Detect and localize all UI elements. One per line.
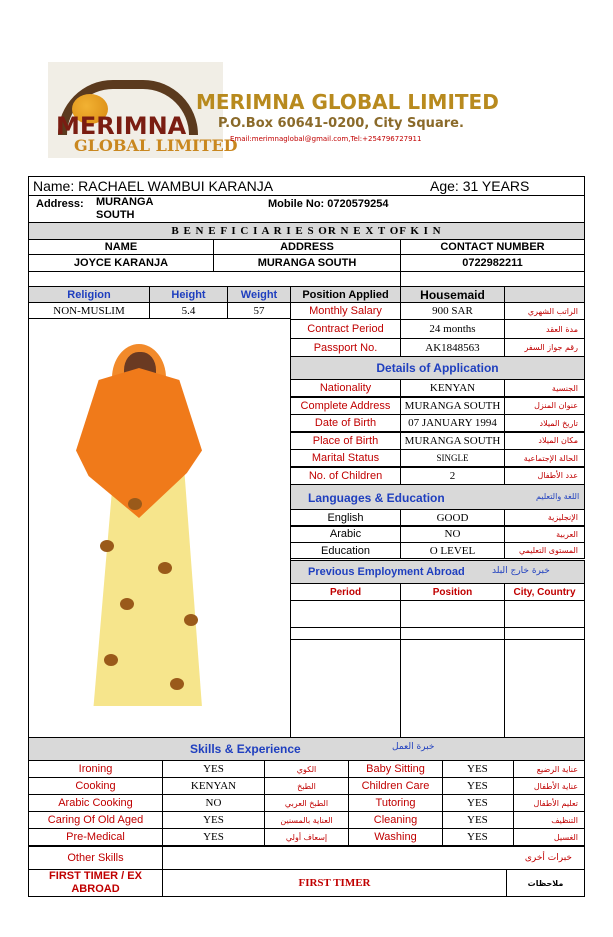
candidate-address [96,196,153,222]
skill-ar: الغسيل [513,828,585,846]
skill-value: YES [442,777,514,795]
dress-spot [104,654,118,666]
language-row-ar: المستوى التعليمي [504,542,585,559]
languages-heading: Languages & Education [308,491,445,505]
address-line-2: SOUTH [96,209,135,221]
mobile-label: Mobile No: [268,198,325,210]
position-row-label: Passport No. [290,338,401,357]
skill-ar: العناية بالمسنين [264,811,349,829]
skill-ar: الطبخ [264,777,349,795]
first-timer-ar-cell [506,869,585,897]
address-line-1: MURANGA [96,196,154,208]
kin-header-address: ADDRESS [213,239,401,255]
employment-heading-ar: خبرة خارج البلد [492,566,550,576]
employment-cell [400,600,505,628]
application-row-value: KENYAN [400,379,505,397]
employment-cell [290,600,401,628]
skill-ar: التنظيف [513,811,585,829]
position-empty [504,286,585,303]
language-row-value: O LEVEL [400,542,505,559]
age-label: Age: [430,178,459,194]
skill-value: YES [442,794,514,812]
skill-value: YES [162,811,265,829]
candidate-name: RACHAEL WAMBUI KARANJA [78,178,274,194]
skill-label: Tutoring [348,794,443,812]
application-row-ar: مكان الميلاد [504,432,585,450]
other-skills-ar: خبرات أخرى [524,853,572,863]
skill-value: YES [442,828,514,846]
skill-label: Baby Sitting [348,760,443,778]
language-row-value: NO [400,526,505,543]
kin-empty-right [400,271,585,287]
dress-spot [184,614,198,626]
skill-label: Arabic Cooking [28,794,163,812]
company-name: MERIMNA GLOBAL LIMITED [196,90,499,114]
employment-cell [400,639,505,738]
application-row-label: Marital Status [290,449,401,467]
candidate-age: 31 YEARS [462,178,530,194]
language-row-ar: العربية [504,526,585,543]
first-timer-label: FIRST TIMER / EX ABROAD [28,869,163,897]
skill-label: Pre-Medical [28,828,163,846]
language-row-label: English [290,509,401,526]
skill-value: YES [162,828,265,846]
application-row-label: No. of Children [290,467,401,485]
header-height: Height [149,286,228,303]
kin-name: JOYCE KARANJA [28,254,214,272]
header-weight: Weight [227,286,291,303]
position-row-ar: رقم جواز السفر [504,338,585,357]
skill-label: Ironing [28,760,163,778]
employment-cell [504,600,585,628]
skill-ar: تعليم الأطفال [513,794,585,812]
dress-spot [170,678,184,690]
application-row-value: 07 JANUARY 1994 [400,414,505,432]
application-row-value: SINGLE [400,449,505,467]
position-value: Housemaid [400,286,505,303]
position-row-value: 900 SAR [400,302,505,320]
skill-ar: عناية الأطفال [513,777,585,795]
languages-heading-ar: اللغة والتعليم [536,492,580,501]
kin-empty-left [28,271,401,287]
kin-address: MURANGA SOUTH [213,254,401,272]
kin-contact: 0722982211 [400,254,585,272]
position-row-value: AK1848563 [400,338,505,357]
application-row-ar: الجنسية [504,379,585,397]
company-contact: Email:merimnaglobal@gmail.com,Tel:+254796727911 [230,135,422,143]
first-timer-value: FIRST TIMER [162,869,507,897]
logo-word-global: GLOBAL LIMITED [74,136,238,155]
skill-value: KENYAN [162,777,265,795]
skill-ar: عناية الرضيع [513,760,585,778]
position-row-ar: مدة العقد [504,319,585,339]
dress-spot [158,562,172,574]
skills-heading-ar: خبرة العمل [392,742,435,752]
dress-spot [128,498,142,510]
employment-header-city: City, Country [504,583,585,601]
application-row-ar: تاريخ الميلاد [504,414,585,432]
weight-value: 57 [227,302,291,319]
skill-label: Children Care [348,777,443,795]
skill-label: Cleaning [348,811,443,829]
position-row-label: Monthly Salary [290,302,401,320]
language-row-label: Education [290,542,401,559]
language-row-value: GOOD [400,509,505,526]
kin-header-name: NAME [28,239,214,255]
application-row-ar: عنوان المنزل [504,397,585,415]
skill-value: YES [442,760,514,778]
first-timer-ar: ملاحظات [527,878,564,888]
application-heading: Details of Application [290,356,585,380]
skill-ar: الكوي [264,760,349,778]
employment-cell [290,639,401,738]
application-row-label: Nationality [290,379,401,397]
language-row-label: Arabic [290,526,401,543]
application-row-label: Complete Address [290,397,401,415]
religion-value: NON-MUSLIM [28,302,150,319]
skill-label: Cooking [28,777,163,795]
kin-heading: B E N E F I C I A R I E S OR N E X T OF K I N [28,222,585,240]
application-row-value: 2 [400,467,505,485]
skill-ar: إسعاف أولي [264,828,349,846]
mobile-field [268,198,388,210]
header-position: Position Applied [290,286,401,303]
other-skills-value [162,846,585,870]
dress-spot [100,540,114,552]
skill-label: Washing [348,828,443,846]
address-label: Address: [36,198,84,210]
skill-value: NO [162,794,265,812]
position-row-label: Contract Period [290,319,401,339]
skill-value: YES [442,811,514,829]
skill-value: YES [162,760,265,778]
age-field [430,178,529,194]
position-row-value: 24 months [400,319,505,339]
logo-word-merimna: MERIMNA [56,112,187,140]
height-value: 5.4 [149,302,228,319]
dress-spot [120,598,134,610]
employment-cell [504,639,585,738]
position-row-ar: الراتب الشهري [504,302,585,320]
name-label: Name: [33,178,75,194]
skills-heading: Skills & Experience [190,742,301,756]
candidate-mobile: 0720579254 [327,198,389,210]
skill-ar: الطبخ العربي [264,794,349,812]
application-row-ar: الحالة الإجتماعية [504,449,585,467]
application-row-value: MURANGA SOUTH [400,397,505,415]
employment-heading: Previous Employment Abroad [308,566,465,578]
language-row-ar: الإنجليزية [504,509,585,526]
application-row-label: Place of Birth [290,432,401,450]
employment-header-position: Position [400,583,505,601]
header-religion: Religion [28,286,150,303]
application-row-ar: عدد الأطفال [504,467,585,485]
other-skills-label: Other Skills [28,846,163,870]
skill-label: Caring Of Old Aged [28,811,163,829]
skills-heading-row [28,737,585,761]
kin-header-contact: CONTACT NUMBER [400,239,585,255]
application-row-label: Date of Birth [290,414,401,432]
application-row-value: MURANGA SOUTH [400,432,505,450]
employment-header-period: Period [290,583,401,601]
company-pobox: P.O.Box 60641-0200, City Square. [218,116,464,131]
